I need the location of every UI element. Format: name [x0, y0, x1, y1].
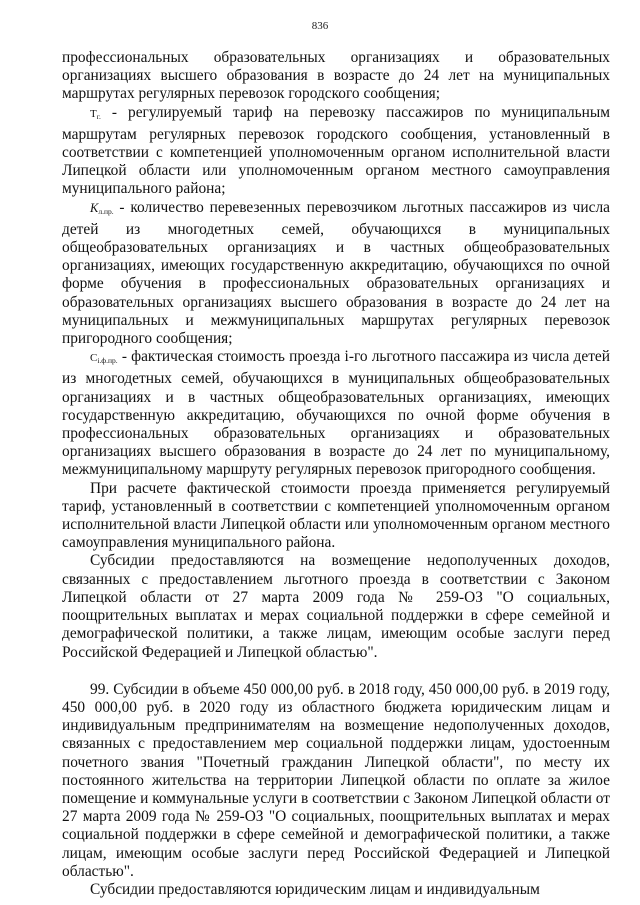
- definition-tariff: [62, 104, 610, 199]
- page-number: 836: [311, 20, 329, 32]
- paragraph-spacer: [62, 662, 610, 681]
- paragraph-tariff-note: При расчете фактической стоимости проезда применяется регулируемый тариф, установленный в соответствии с компетенцией уполномоченным органом исполнительной власти Липецкой области или уполномоченным органом местного самоуправления муниципального района.: [62, 479, 610, 552]
- paragraph-subsidy-purpose: Субсидии предоставляются на возмещение недополученных доходов, связанных с предоставлением льготного проезда в соответствии с Законом Липецкой области от 27 марта 2009 года № 259-ОЗ "О социальных, поощрительных выплатах и мерах социальной поддержки в сфере семейной и демографической политики, а также лицам, имеющим особые заслуги перед Российской Федерацией и Липецкой областью".: [62, 552, 610, 661]
- definition-passenger-count-text: - количество перевезенных перевозчиком льготных пассажиров из числа детей из многодетных семей, обучающихся в муниципальных общеобразовательных организациях и в частных общеобразовательных организациях, имеющих государственную аккредитацию, обучающихся по очной форме обучения в профессиональных образовательных организациях и образовательных организациях высшего образования в возрасте до 24 лет на муниципальных и межмуниципальных маршрутах регулярных перевозок пригородного сообщения;: [62, 198, 610, 348]
- paragraph-continuation: профессиональных образовательных организациях и образовательных организациях высшего образования в возрасте до 24 лет на муниципальных маршрутах регулярных перевозок городского сообщения;: [62, 49, 610, 103]
- paragraph-item-99: 99. Субсидии в объеме 450 000,00 руб. в 2018 году, 450 000,00 руб. в 2019 году, 450 000,00 руб. в 2020 году из областного бюджета юридическим лицам и индивидуальным предпринимателям на возмещение недополученных доходов, связанных с предоставлением мер социальной поддержки лицам, удостоенным почетного звания "Почетный гражданин Липецкой области", по месту их постоянного жительства на территории Липецкой области по оплате за жилое помещение и коммунальные услуги в соответствии с Законом Липецкой области от 27 марта 2009 года № 259-ОЗ "О социальных, поощрительных выплатах и мерах социальной поддержки в сфере семейной и демографической политики, а также лицам, имеющим особые заслуги перед Российской Федерацией и Липецкой областью".: [62, 680, 610, 880]
- symbol-tg: $Т_{г.}$: [90, 107, 101, 121]
- document-body: [62, 49, 610, 899]
- definition-tariff-text: - регулируемый тариф на перевозку пассажиров по муниципальным маршрутам регулярных перевозок городского сообщения, установленный в соответствии с компетенцией уполномоченным органом исполнительной власти Липецкой области или уполномоченным органом местного самоуправления муниципального района;: [62, 103, 610, 198]
- symbol-c: $С_{i.ф.пр.}$: [90, 352, 118, 366]
- definition-fare-cost-text: - фактическая стоимость проезда i-го льготного пассажира из числа детей из многодетных семей, обучающихся в муниципальных общеобразовательных организациях и в частных общеобразовательных организациях, имеющих государственную аккредитацию, обучающихся по очной форме обучения в профессиональных образовательных организациях и образовательных организациях высшего образования в возрасте до 24 лет по муниципальному, межмуниципальному маршруту регулярных перевозок пригородного сообщения.: [62, 348, 610, 479]
- paragraph-subsidy-recipients: Субсидии предоставляются юридическим лицам и индивидуальным: [90, 880, 540, 898]
- definition-passenger-count: [62, 199, 610, 349]
- definition-fare-cost: [62, 348, 610, 479]
- symbol-k: $K_{л.пр.}$: [90, 200, 114, 216]
